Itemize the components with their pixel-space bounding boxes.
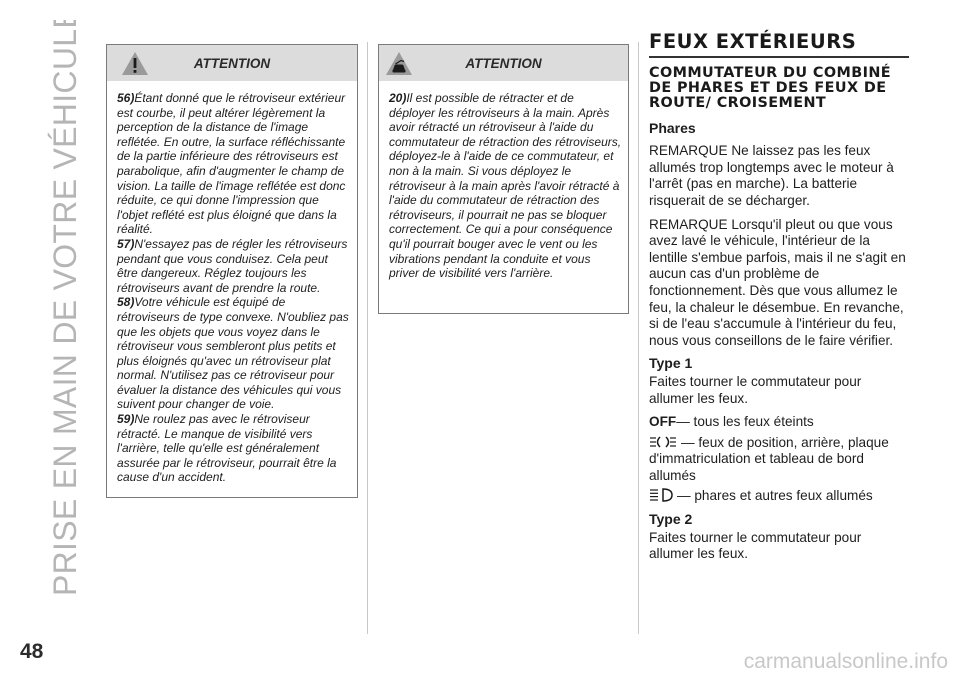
note-2: REMARQUE Lorsqu'il pleut ou que vous avez lavé le véhicule, l'intérieur de la lentille s'embue parfois, mais il ne s'agit en aucun cas d'un problème de fonctionnement. Dès que vous allumez le feu, la chaleur le désembue. En revanche, si de l'eau s'accumule à l'intérieur du feu, nous vous conseillons de le faire vérifier. (649, 216, 906, 348)
off-text: — tous les feux éteints (676, 414, 814, 430)
section-side-title-text: PRISE EN MAIN DE VOTRE VÉHICULE (47, 20, 83, 596)
page-number: 48 (20, 640, 44, 663)
section-title: FEUX EXTÉRIEURS (649, 30, 909, 58)
type2-text: Faites tourner le commutateur pour allumer les feux. (649, 529, 862, 562)
type2-heading: Type 2 (649, 511, 693, 528)
warning-header (379, 45, 628, 81)
right-column (649, 30, 909, 563)
headlamp-icon (649, 488, 673, 502)
phares-heading: Phares (649, 119, 696, 136)
warning-header (107, 45, 357, 81)
warning-title: ATTENTION (465, 56, 542, 71)
type1-heading: Type 1 (649, 355, 693, 372)
warning-item: 57)N'essayez pas de régler les rétroviseurs pendant que vous conduisez. Cela peut être dangereux. Réglez toujours les rétroviseurs avant de prendre la route. (117, 236, 348, 295)
subsection-title: COMMUTATEUR DU COMBINÉ DE PHARES ET DES FEUX DE ROUTE/ CROISEMENT (649, 65, 892, 112)
column-divider (638, 42, 639, 634)
position-text: — feux de position, arrière, plaque d'immatriculation et tableau de bord allumés (649, 434, 889, 483)
type1-text: Faites tourner le commutateur pour allumer les feux. (649, 373, 862, 406)
warning-item: 56)Étant donné que le rétroviseur extérieur est courbe, il peut altérer légèrement la perception de la distance de l'image reflétée. En outre, la surface réfléchissante de la partie inférieure des rétroviseurs est parabolique, afin d'augmenter le champ de vision. La taille de l'image reflétée est donc réduite, ce qui donne l'impression que l'objet reflété est plus éloigné que dans la réalité. (117, 91, 346, 237)
note-1: REMARQUE Ne laissez pas les feux allumés trop longtemps avec le moteur à l'arrêt (pas en marche). La batterie risquerait de se décharger. (649, 143, 894, 208)
position-line (649, 435, 909, 485)
warning-item: 59)Ne roulez pas avec le rétroviseur rétracté. Le manque de visibilité vers l'arrière, telle qu'elle est généralement assurée par le rétroviseur, pourrait être la cause d'un accident. (117, 412, 337, 485)
off-line (649, 414, 909, 431)
warning-body (379, 81, 628, 287)
column-divider (367, 42, 368, 634)
warning-item: 58)Votre véhicule est équipé de rétroviseurs de type convexe. N'oubliez pas que les objets que vous voyez dans le rétroviseur vous sembleront plus petits et plus éloignés qu'avec un rétroviseur plat normal. N'utilisez pas ce rétroviseur pour évaluer la distance des véhicules qui vous suivent pour changer de voie. (117, 295, 349, 412)
section-side-title (20, 20, 90, 620)
watermark: carmanualsonline.info (743, 650, 948, 673)
headlamp-text: — phares et autres feux allumés (677, 488, 873, 504)
warning-item: 20)Il est possible de rétracter et de déployer les rétroviseurs à la main. Après avoir rétracté un rétroviseur à l'aide du commutateur de rétraction des rétroviseurs, déployez-le à l'aide de ce commutateur, et non à la main. Si vous déployez le rétroviseur à la main après l'avoir rétracté à l'aide du commutateur de rétraction des rétroviseurs, il pourrait ne pas se bloquer correctement. Ce qui a pour conséquence qu'il pourrait bouger avec le vent ou les vibrations pendant la conduite et vous priver de visibilité vers l'arrière. (389, 91, 622, 281)
warning-title: ATTENTION (193, 56, 271, 71)
headlamp-line (649, 488, 909, 505)
warning-box-mid (378, 44, 629, 314)
position-lamp-icon (649, 435, 677, 449)
off-label: OFF (649, 414, 677, 430)
warning-box-left (106, 44, 358, 498)
warning-body (107, 81, 357, 491)
